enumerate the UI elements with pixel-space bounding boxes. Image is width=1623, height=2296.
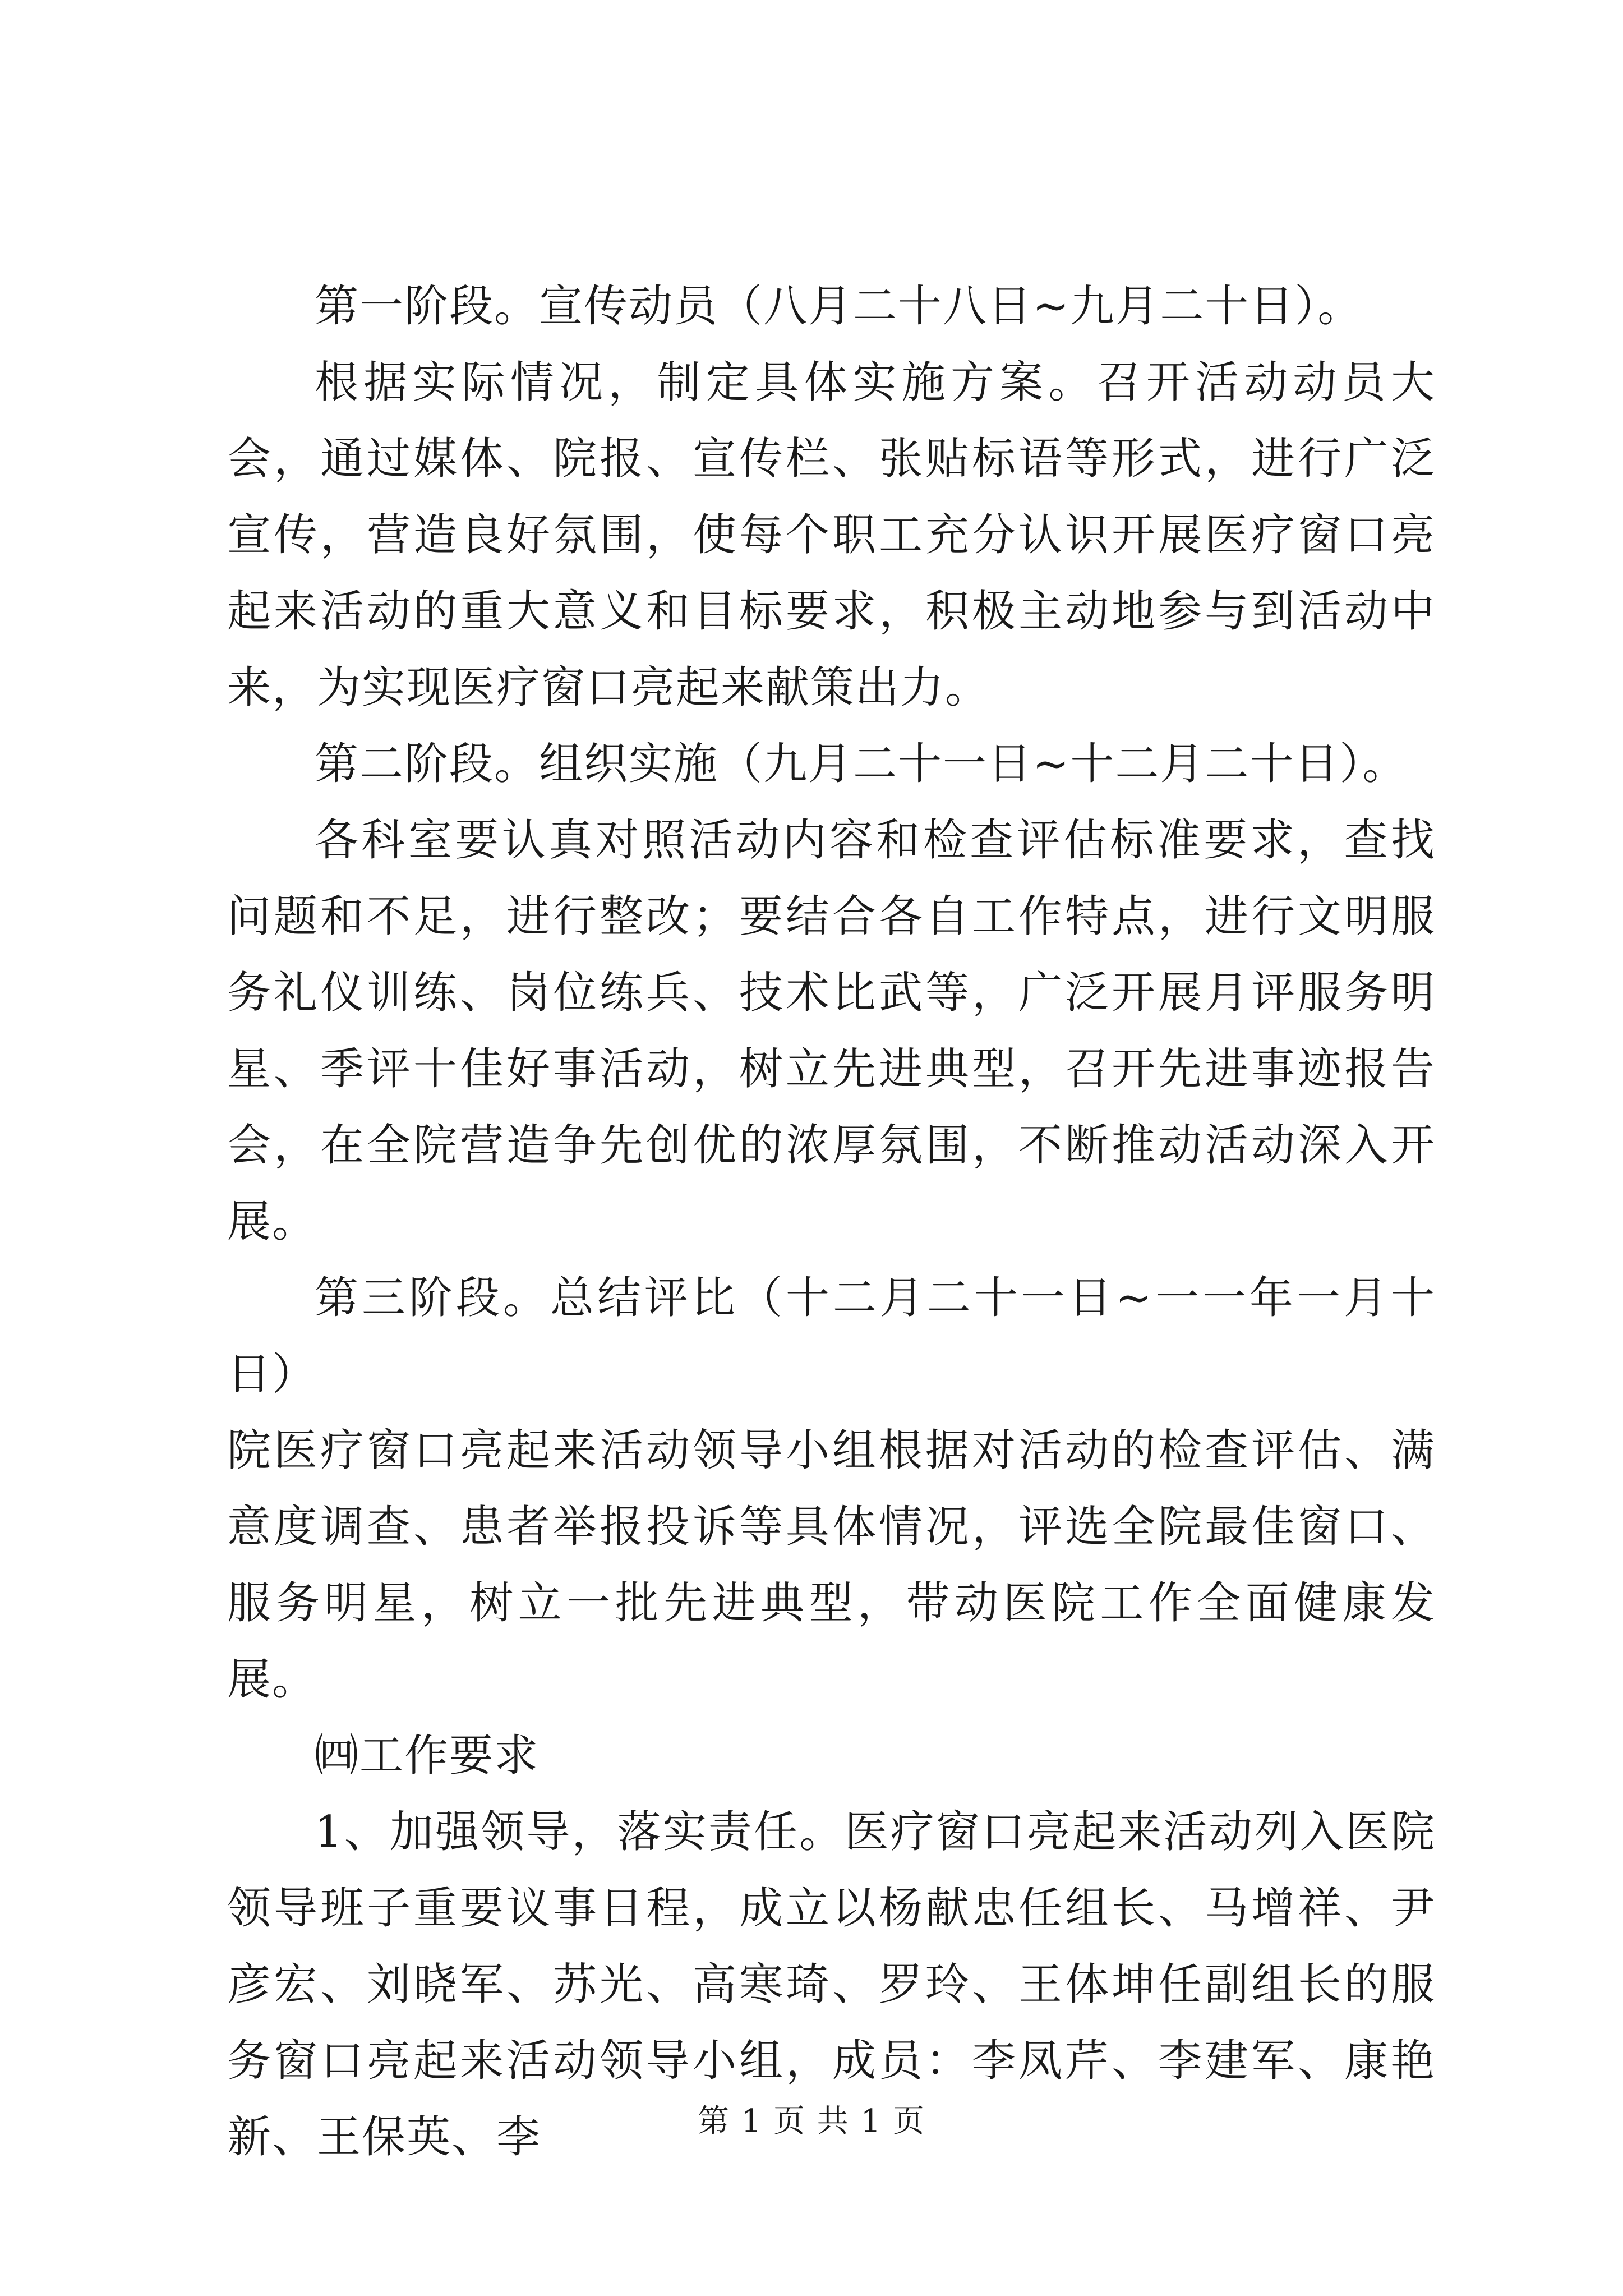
paragraph-stage-one-heading: 第一阶段。宣传动员（八月二十八日~九月二十日）。	[315, 281, 1363, 332]
paragraph-stage-three-heading: 第三阶段。总结评比（十二月二十一日~一一年一月十日）	[227, 1273, 1436, 1400]
paragraph-work-requirements-heading: ㈣工作要求	[315, 1731, 540, 1781]
paragraph-stage-three-body: 院医疗窗口亮起来活动领导小组根据对活动的检查评估、满意度调查、患者举报投诉等具体情况，评选全院最佳窗口、服务明星，树立一批先进典型，带动医院工作全面健康发展。	[227, 1425, 1436, 1705]
page-footer: 第 1 页 共 1 页	[697, 2103, 926, 2139]
paragraph-requirement-one: 1、加强领导，落实责任。医疗窗口亮起来活动列入医院领导班子重要议事日程，成立以杨献忠任组长、马增祥、尹彦宏、刘晓军、苏光、高寒琦、罗玲、王体坤任副组长的服务窗口亮起来活动领导小组，成员：李凤芹、李建军、康艳新、王保英、李	[227, 1807, 1436, 2162]
document-body	[227, 268, 1436, 2175]
paragraph-stage-two-heading: 第二阶段。组织实施（九月二十一日~十二月二十日）。	[315, 739, 1408, 789]
paragraph-stage-one-body: 根据实际情况，制定具体实施方案。召开活动动员大会，通过媒体、院报、宣传栏、张贴标语等形式，进行广泛宣传，营造良好氛围，使每个职工充分认识开展医疗窗口亮起来活动的重大意义和目标要求，积极主动地参与到活动中来，为实现医疗窗口亮起来献策出力。	[227, 357, 1436, 713]
paragraph-stage-two-body: 各科室要认真对照活动内容和检查评估标准要求，查找问题和不足，进行整改；要结合各自工作特点，进行文明服务礼仪训练、岗位练兵、技术比武等，广泛开展月评服务明星、季评十佳好事活动，树立先进典型，召开先进事迹报告会，在全院营造争先创优的浓厚氛围，不断推动活动深入开展。	[227, 815, 1436, 1247]
